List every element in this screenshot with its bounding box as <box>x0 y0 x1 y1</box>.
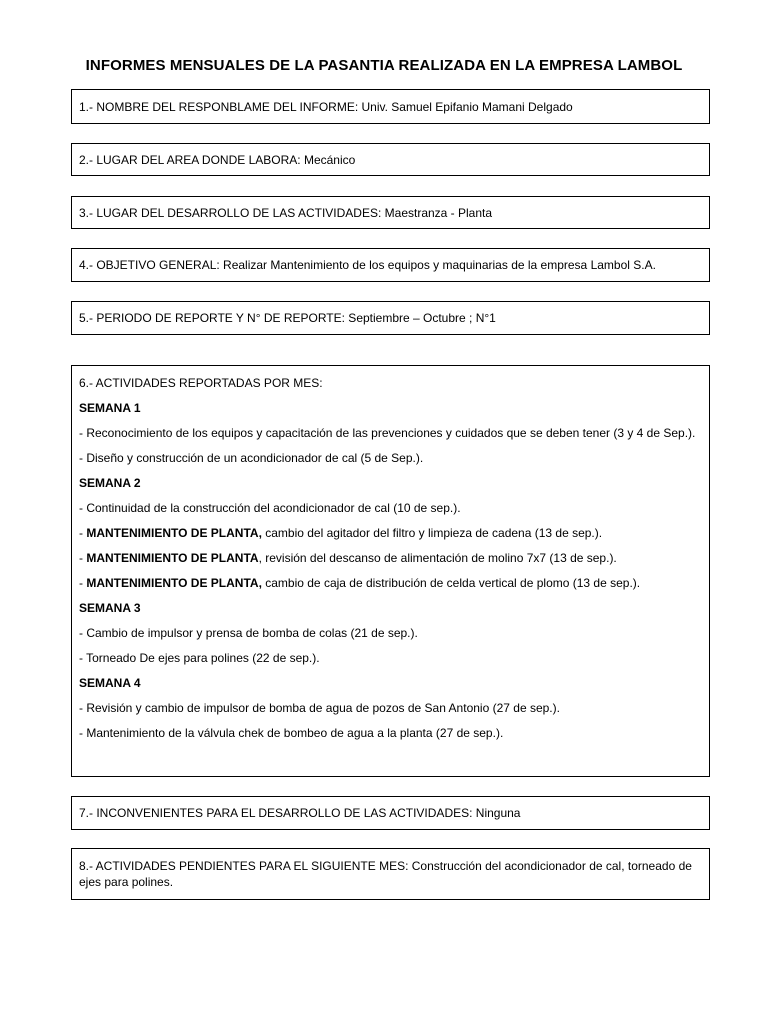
pendientes-text: 8.- ACTIVIDADES PENDIENTES PARA EL SIGUIENTE MES: Construcción del acondicionador de cal, torneado de ejes para polines. <box>79 859 692 889</box>
section-objetivo <box>71 248 710 282</box>
inconvenientes-text: 7.- INCONVENIENTES PARA EL DESARROLLO DE LAS ACTIVIDADES: Ninguna <box>79 806 521 820</box>
section-lugar <box>71 196 710 229</box>
activity-item: - Continuidad de la construcción del acondicionador de cal (10 de sep.). <box>79 501 461 515</box>
semana-1-heading: SEMANA 1 <box>79 401 141 415</box>
activity-item: - Torneado De ejes para polines (22 de sep.). <box>79 651 320 665</box>
document-title: INFORMES MENSUALES DE LA PASANTIA REALIZADA EN LA EMPRESA LAMBOL <box>85 57 683 74</box>
activity-item: - Revisión y cambio de impulsor de bomba de agua de pozos de San Antonio (27 de sep.). <box>79 701 560 715</box>
semana-4-heading: SEMANA 4 <box>79 676 141 690</box>
semana-3-heading: SEMANA 3 <box>79 601 141 615</box>
activity-item: - Diseño y construcción de un acondicionador de cal (5 de Sep.). <box>79 451 424 465</box>
activity-item: - Cambio de impulsor y prensa de bomba de colas (21 de sep.). <box>79 626 418 640</box>
lugar-text: 3.- LUGAR DEL DESARROLLO DE LAS ACTIVIDADES: Maestranza - Planta <box>79 205 493 220</box>
section-periodo <box>71 301 710 335</box>
section-inconvenientes <box>71 796 710 830</box>
semana-2-heading: SEMANA 2 <box>79 476 141 490</box>
section-pendientes <box>71 848 710 900</box>
item-detail: cambio de caja de distribución de celda vertical de plomo (13 de sep.). <box>261 576 641 590</box>
item-bold-label: MANTENIMIENTO DE PLANTA, <box>86 576 262 590</box>
item-prefix: - <box>79 526 87 540</box>
activity-item: - Reconocimiento de los equipos y capacitación de las prevenciones y cuidados que se deben tener (3 y 4 de Sep.). <box>79 426 696 440</box>
activity-item <box>79 575 702 591</box>
item-bold-label: MANTENIMIENTO DE PLANTA, <box>86 526 262 540</box>
item-prefix: - <box>79 576 87 590</box>
item-prefix: - <box>79 551 87 565</box>
periodo-text: 5.- PERIODO DE REPORTE Y N° DE REPORTE: Septiembre – Octubre ; N°1 <box>79 311 496 325</box>
item-detail: cambio del agitador del filtro y limpieza de cadena (13 de sep.). <box>261 526 603 540</box>
activity-item <box>79 550 702 566</box>
section-actividades <box>71 365 710 777</box>
item-detail: , revisión del descanso de alimentación de molino 7x7 (13 de sep.). <box>258 551 617 565</box>
activity-item <box>79 525 702 541</box>
responsable-text: 1.- NOMBRE DEL RESPONBLAME DEL INFORME: Univ. Samuel Epifanio Mamani Delgado <box>79 99 573 114</box>
activity-item: - Mantenimiento de la válvula chek de bombeo de agua a la planta (27 de sep.). <box>79 726 504 740</box>
actividades-heading: 6.- ACTIVIDADES REPORTADAS POR MES: <box>79 376 323 390</box>
section-responsable <box>71 89 710 124</box>
item-bold-label: MANTENIMIENTO DE PLANTA <box>86 551 259 565</box>
section-area <box>71 143 710 176</box>
objetivo-text: 4.- OBJETIVO GENERAL: Realizar Mantenimiento de los equipos y maquinarias de la empresa Lambol S.A. <box>79 258 656 272</box>
area-text: 2.- LUGAR DEL AREA DONDE LABORA: Mecánico <box>79 152 356 167</box>
